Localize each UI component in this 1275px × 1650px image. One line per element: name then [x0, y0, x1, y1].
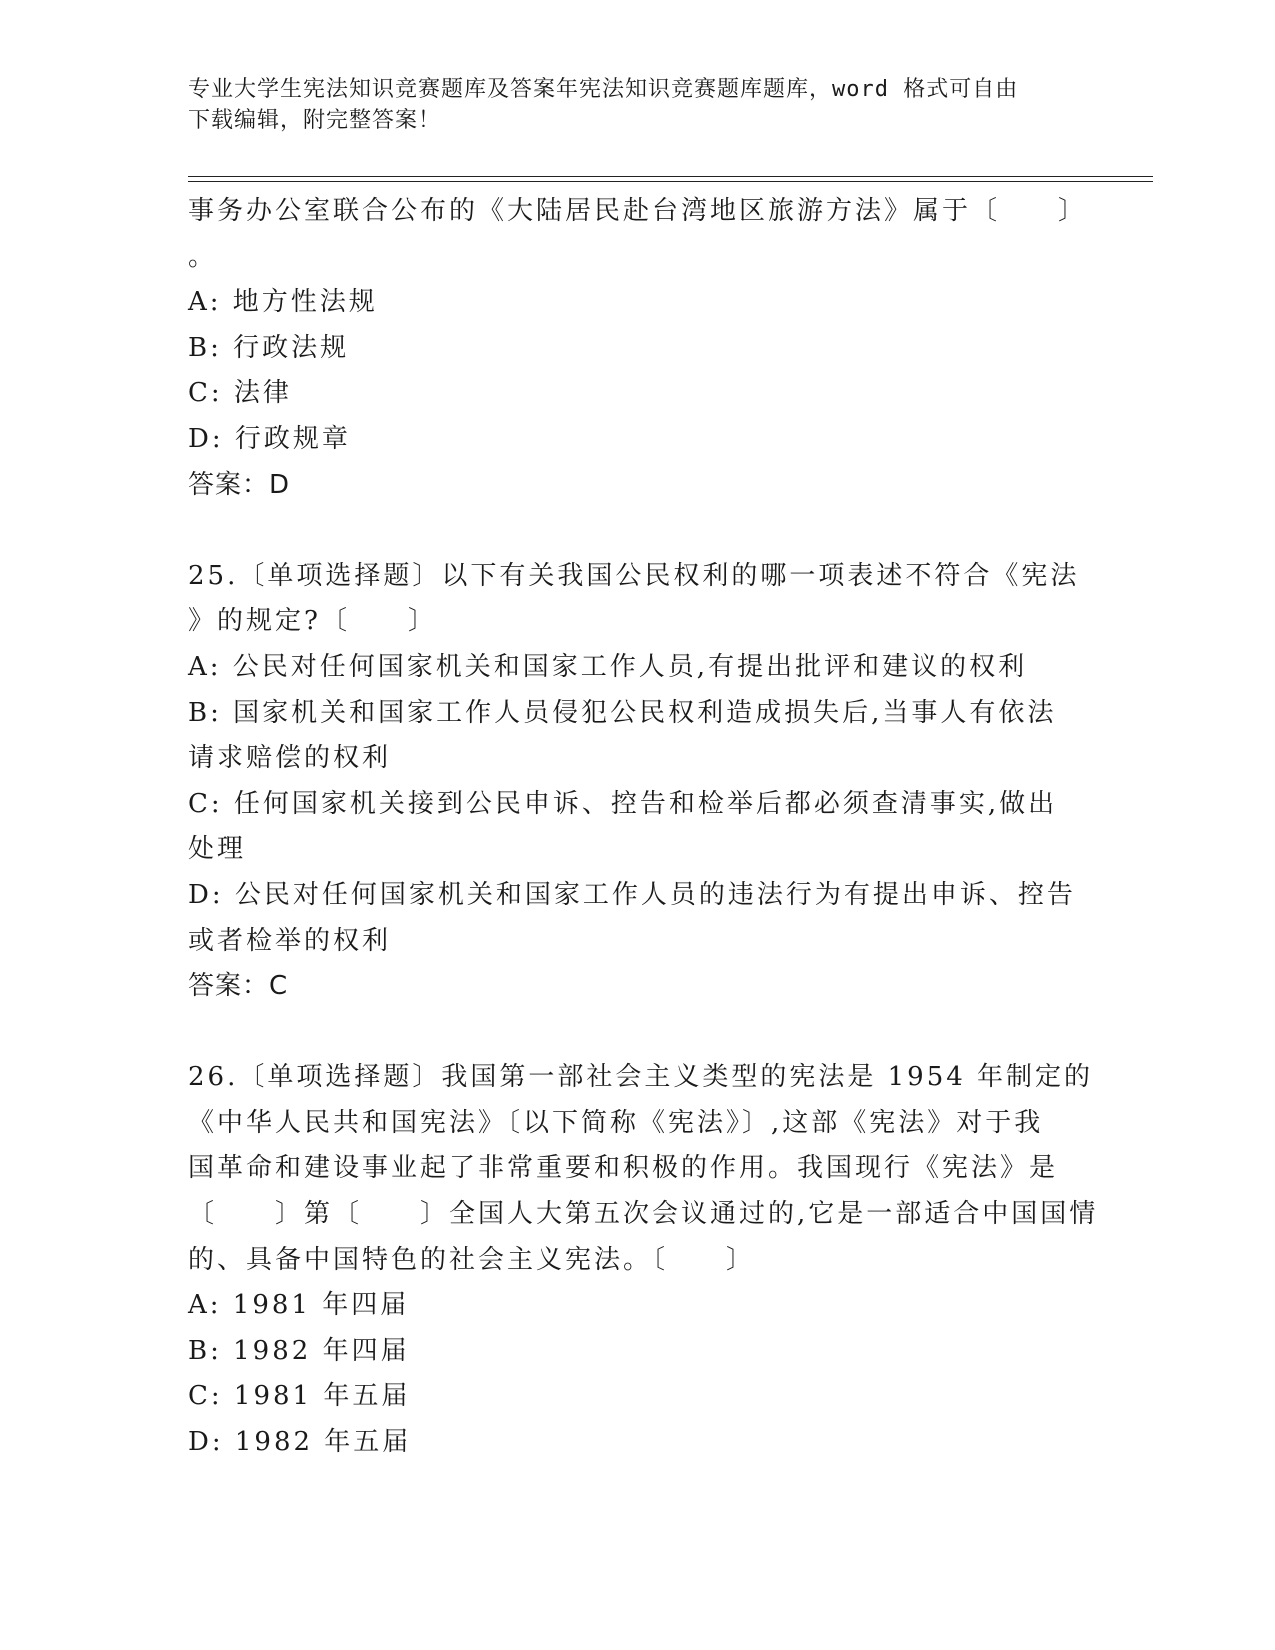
option-c-continued: 处理 [188, 834, 247, 865]
question-stem-line: 25.〔单项选择题〕以下有关我国公民权利的哪一项表述不符合《宪法 [188, 560, 1080, 591]
option-c: C: 任何国家机关接到公民申诉、控告和检举后都必须查清事实,做出 [188, 788, 1058, 819]
option-a: A: 1981 年四届 [188, 1290, 410, 1321]
question-stem-line: 26.〔单项选择题〕我国第一部社会主义类型的宪法是 1954 年制定的 [188, 1062, 1094, 1093]
question-spacer [188, 508, 1088, 554]
option-c: C: 法律 [188, 378, 292, 409]
question-26 [188, 1055, 1099, 1465]
question-stem-line: 事务办公室联合公布的《大陆居民赴台湾地区旅游方法》属于〔 〕 [188, 196, 1088, 226]
header-divider-top [188, 176, 1153, 177]
option-b: B: 国家机关和国家工作人员侵犯公民权利造成损失后,当事人有依法 [188, 697, 1057, 728]
question-25 [188, 554, 1088, 1010]
answer-line: 答案：C [188, 971, 289, 1002]
option-a: A: 公民对任何国家机关和国家工作人员,有提出批评和建议的权利 [188, 651, 1028, 682]
document-header [188, 74, 1068, 136]
question-stem-line: 。 [188, 241, 218, 272]
header-divider-bottom [188, 181, 1153, 182]
answer-line: 答案：D [188, 469, 291, 500]
option-c: C: 1981 年五届 [188, 1381, 411, 1412]
option-b-continued: 请求赔偿的权利 [188, 743, 392, 774]
question-stem-line: 《中华人民共和国宪法》〔以下简称《宪法》〕,这部《宪法》对于我 [188, 1107, 1044, 1138]
question-stem-line: 的、具备中国特色的社会主义宪法。〔 〕 [188, 1244, 756, 1275]
option-d: D: 行政规章 [188, 423, 351, 454]
question-stem-line: 》的规定?〔 〕 [188, 606, 437, 637]
option-a: A: 地方性法规 [188, 287, 378, 318]
option-b: B: 1982 年四届 [188, 1335, 410, 1366]
header-line-2: 下载编辑，附完整答案！ [188, 108, 442, 133]
option-d-continued: 或者检举的权利 [188, 925, 392, 956]
question-stem-line: 〔 〕第〔 〕全国人大第五次会议通过的,它是一部适合中国国情 [188, 1199, 1099, 1230]
question-content [188, 189, 1099, 1466]
question-24 [188, 189, 1088, 508]
option-d: D: 1982 年五届 [188, 1427, 412, 1458]
option-b: B: 行政法规 [188, 332, 350, 363]
header-line-1: 专业大学生宪法知识竞赛题库及答案年宪法知识竞赛题库题库，word 格式可自由 [188, 77, 1019, 102]
question-spacer [188, 1010, 1088, 1056]
option-d: D: 公民对任何国家机关和国家工作人员的违法行为有提出申诉、控告 [188, 879, 1076, 910]
question-stem-line: 国革命和建设事业起了非常重要和积极的作用。我国现行《宪法》是 [188, 1153, 1059, 1184]
